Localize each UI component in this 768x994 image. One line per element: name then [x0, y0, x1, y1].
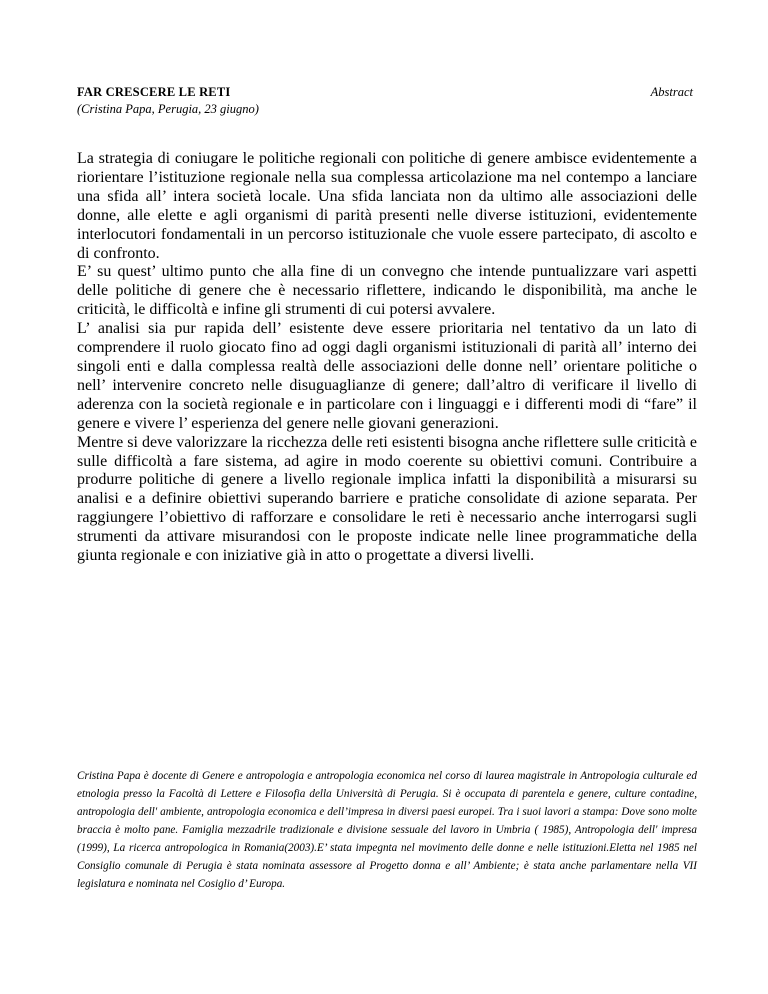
document-title: FAR CRESCERE LE RETI — [77, 85, 231, 99]
paragraph-3: L’ analisi sia pur rapida dell’ esistente deve essere prioritaria nel tentativo da un lato di comprendere il ruolo giocato fino ad oggi dagli organismi istituzionali di parità all’ interno dei singoli enti e dalla complessa realtà delle associazioni delle donne nell’ orientare politiche o nell’ intervenire concreto nelle disuguaglianze di genere; dall’altro di verificare il livello di aderenza con la società regionale e in particolare con i linguaggi e i differenti modi di “fare” il genere e vivere l’ esperienza del genere nelle giovani generazioni. — [77, 320, 697, 432]
author-bio: Cristina Papa è docente di Genere e antropologia e antropologia economica nel corso di laurea magistrale in Antropologia culturale ed etnologia presso la Facoltà di Lettere e Filosofia della Università di Perugia. Si è occupata di parentela e genere, culture contadine, antropologia dell' ambiente, antropologia economica e dell’impresa in diversi paesi europei. Tra i suoi lavori a stampa: Dove sono molte braccia è molto pane. Famiglia mezzadrile tradizionale e divisione sessuale del lavoro in Umbria ( 1985), Antropologia dell' impresa (1999), La ricerca antropologica in Romania(2003).E’ stata impegnta nel movimento delle donne e nelle istituzioni.Eletta nel 1985 nel Consiglio comunale di Perugia è stata nominata assessore al Progetto donna e all’ Ambiente; è stata anche parlamentare nella VII legislatura e nominata nel Cosiglio d’ Europa. — [77, 770, 697, 890]
abstract-body — [77, 150, 697, 566]
abstract-label: Abstract — [650, 85, 693, 99]
document-header — [77, 84, 693, 118]
paragraph-2: E’ su quest’ ultimo punto che alla fine di un convegno che intende puntualizzare vari aspetti delle politiche di genere che è necessario riflettere, indicando le disponibilità, ma anche le criticità, le difficoltà e infine gli strumenti di cui potersi avvalere. — [77, 263, 697, 319]
document-subtitle: (Cristina Papa, Perugia, 23 giugno) — [77, 102, 259, 116]
paragraph-1: La strategia di coniugare le politiche regionali con politiche di genere ambisce evidentemente a riorientare l’istituzione regionale nella sua complessa articolazione ma nel contempo a lanciare una sfida all’ intera società locale. Una sfida lanciata non da ultimo alle associazioni delle donne, alle elette e agli organismi di parità presenti nelle diverse istituzioni, evidentemente interlocutori fondamentali in un percorso istituzionale che vuole essere partecipato, di ascolto e di confronto. — [77, 150, 697, 262]
paragraph-4: Mentre si deve valorizzare la ricchezza delle reti esistenti bisogna anche riflettere sulle criticità e sulle difficoltà a fare sistema, ad agire in modo coerente su obiettivi comuni. Contribuire a produrre politiche di genere a livello regionale implica infatti la disponibilità a misurarsi su analisi e a definire obiettivi superando barriere e pratiche consolidate di azione separata. Per raggiungere l’obiettivo di rafforzare e consolidare le reti è necessario anche interrogarsi sugli strumenti da attivare misurandosi con le proposte indicate nelle linee programmatiche della giunta regionale e con iniziative già in atto o progettate a diversi livelli. — [77, 433, 697, 565]
